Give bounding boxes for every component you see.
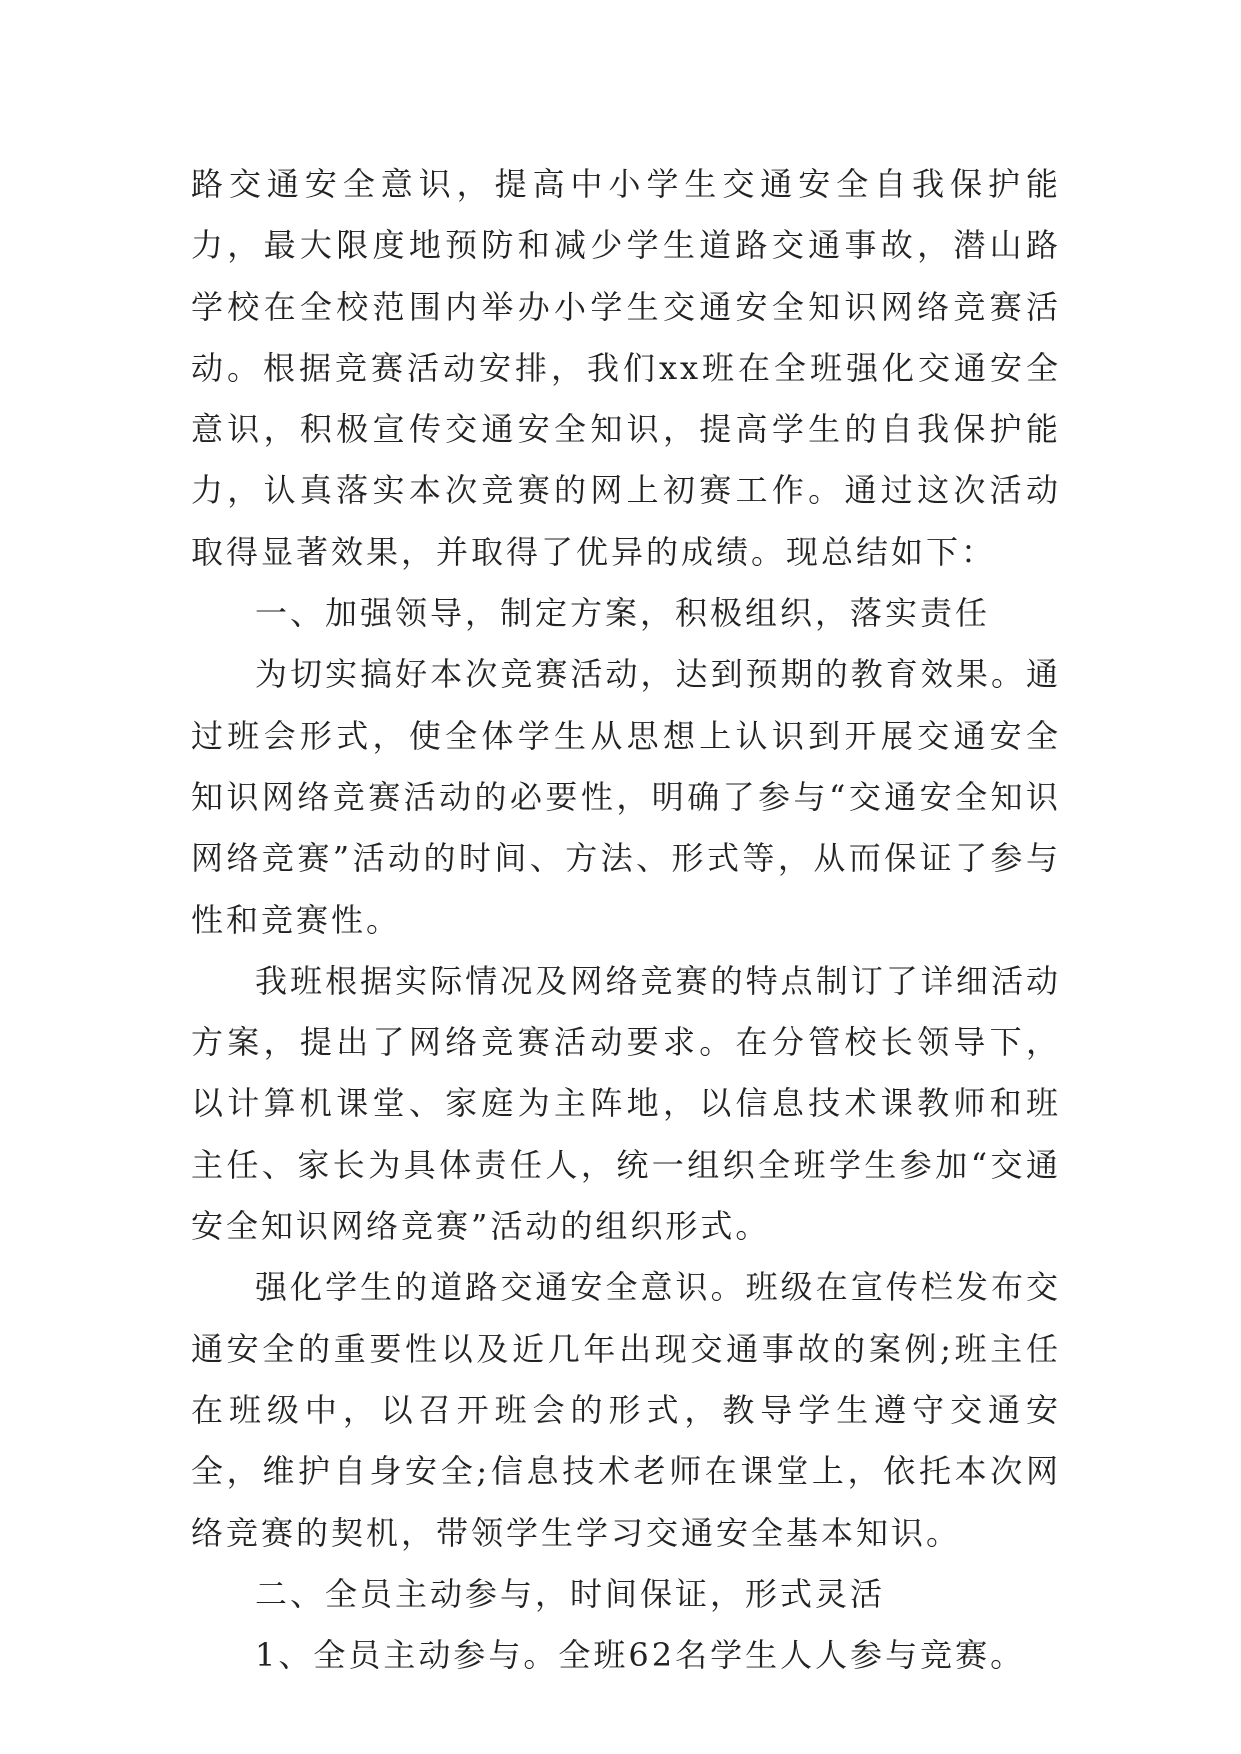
heading-section-two: 二、全员主动参与，时间保证，形式灵活 bbox=[255, 1574, 886, 1613]
heading-section-one: 一、加强领导，制定方案，积极组织，落实责任 bbox=[255, 594, 991, 633]
paragraph-intro: 路交通安全意识，提高中小学生交通安全自我保护能力，最大限度地预防和减少学生道路交通事故，潜山路学校在全校范围内举办小学生交通安全知识网络竞赛活动。根据竞赛活动安排，我们xx班在全班强化交通安全意识，积极宣传交通安全知识，提高学生的自我保护能力，认真落实本次竞赛的网上初赛工作。通过这次活动取得显著效果，并取得了优异的成绩。现总结如下： bbox=[191, 165, 1061, 571]
paragraph-activity-plan: 我班根据实际情况及网络竞赛的特点制订了详细活动方案，提出了网络竞赛活动要求。在分管校长领导下，以计算机课堂、家庭为主阵地，以信息技术课教师和班主任、家长为具体责任人，统一组织全班学生参加“交通安全知识网络竞赛”活动的组织形式。 bbox=[191, 961, 1061, 1246]
paragraph-competition-purpose: 为切实搞好本次竞赛活动，达到预期的教育效果。通过班会形式，使全体学生从思想上认识到开展交通安全知识网络竞赛活动的必要性，明确了参与“交通安全知识网络竞赛”活动的时间、方法、形式等，从而保证了参与性和竞赛性。 bbox=[191, 655, 1061, 939]
paragraph-full-participation: 1、全员主动参与。全班62名学生人人参与竞赛。 bbox=[255, 1636, 1026, 1675]
document-body bbox=[191, 154, 1061, 1686]
paragraph-safety-awareness: 强化学生的道路交通安全意识。班级在宣传栏发布交通安全的重要性以及近几年出现交通事故的案例;班主任在班级中，以召开班会的形式，教导学生遵守交通安全，维护自身安全;信息技术老师在课堂上，依托本次网络竞赛的契机，带领学生学习交通安全基本知识。 bbox=[191, 1268, 1061, 1552]
